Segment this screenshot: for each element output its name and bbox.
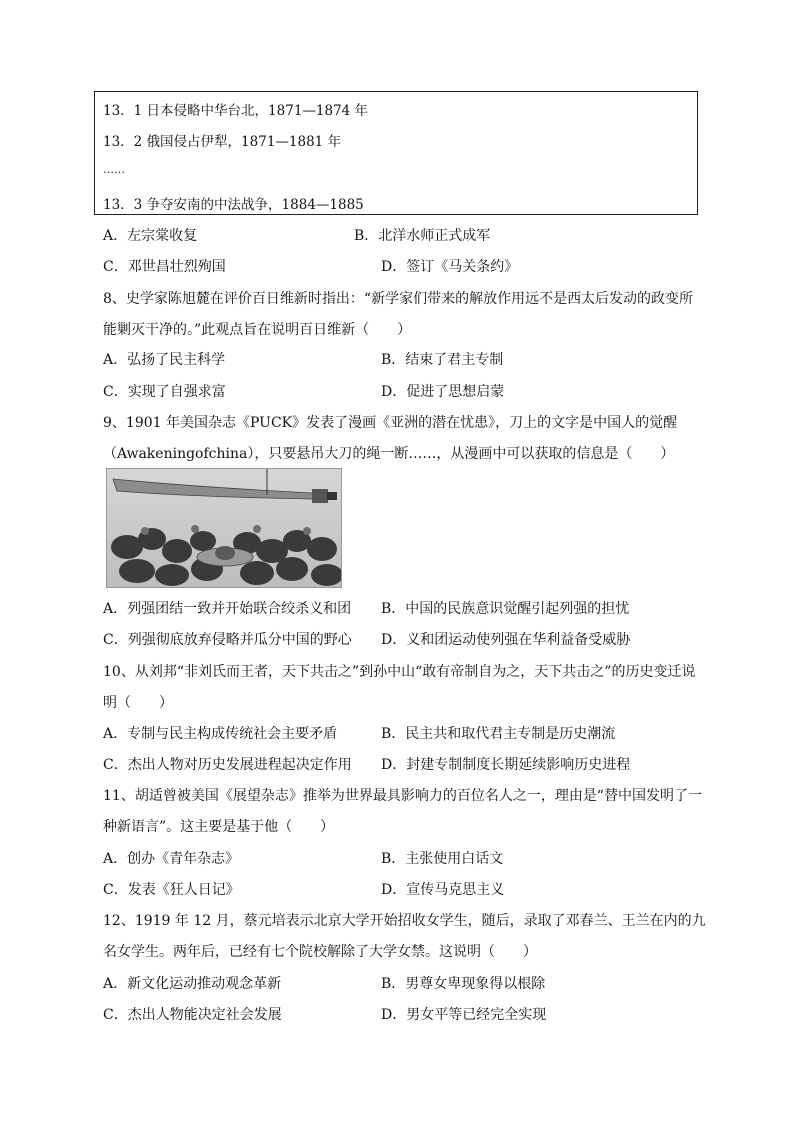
- q8-option-b[interactable]: B．结束了君主专制: [381, 352, 504, 368]
- timeline-ellipsis: ……: [103, 163, 125, 176]
- q8-option-a[interactable]: A．弘扬了民主科学: [103, 352, 226, 368]
- q11-stem-line-1: 11、胡适曾被美国《展望杂志》推举为世界最具影响力的百位名人之一，理由是“替中国发明了一: [103, 788, 702, 804]
- q7-option-b[interactable]: B．北洋水师正式成军: [354, 228, 491, 244]
- q10-option-c[interactable]: C．杰出人物对历史发展进程起决定作用: [103, 757, 352, 773]
- q12-stem-line-1: 12、1919 年 12 月，蔡元培表示北京大学开始招收女学生，随后，录取了邓春兰、王兰在内的九: [103, 913, 706, 929]
- q10-stem-line-2: 明（ ）: [103, 695, 173, 711]
- q7-option-d[interactable]: D．签订《马关条约》: [381, 259, 519, 275]
- q10-option-b[interactable]: B．民主共和取代君主专制是历史潮流: [381, 726, 616, 742]
- q11-option-a[interactable]: A．创办《青年杂志》: [103, 851, 240, 867]
- q8-option-c[interactable]: C．实现了自强求富: [103, 384, 226, 400]
- q8-stem-line-1: 8、史学家陈旭麓在评价百日维新时指出：“新学家们带来的解放作用远不是西太后发动的政变所: [103, 291, 694, 307]
- q8-option-d[interactable]: D．促进了思想启蒙: [381, 384, 505, 400]
- q11-option-c[interactable]: C．发表《狂人日记》: [103, 882, 240, 898]
- timeline-box: [94, 91, 698, 215]
- q12-stem-line-2: 名女学生。两年后，已经有七个院校解除了大学女禁。这说明（ ）: [103, 944, 537, 960]
- q8-stem-line-2: 能剿灭干净的。”此观点旨在说明百日维新（ ）: [103, 322, 412, 338]
- q10-option-d[interactable]: D．封建专制制度长期延续影响历史进程: [381, 757, 631, 773]
- q9-stem-line-2: （Awakeningofchina），只要悬吊大刀的绳一断……，从漫画中可以获取的信息是（ ）: [103, 446, 675, 462]
- q9-option-d[interactable]: D．义和团运动使列强在华利益备受威胁: [381, 632, 631, 648]
- q12-option-c[interactable]: C．杰出人物能决定社会发展: [103, 1007, 282, 1023]
- cartoon-image: [106, 468, 342, 588]
- timeline-line-2: 13．2 俄国侵占伊犁，1871—1881 年: [103, 134, 342, 150]
- q10-stem-line-1: 10、从刘邦“非刘氏而王者，天下共击之”到孙中山“敢有帝制自为之，天下共击之”的历史变迁说: [103, 664, 696, 680]
- timeline-line-3: 13．3 争夺安南的中法战争，1884—1885: [103, 197, 364, 213]
- q9-option-b[interactable]: B．中国的民族意识觉醒引起列强的担忧: [381, 601, 630, 617]
- q12-option-a[interactable]: A．新文化运动推动观念革新: [103, 976, 282, 992]
- timeline-line-1: 13．1 日本侵略中华台北，1871—1874 年: [103, 103, 369, 119]
- q11-stem-line-2: 种新语言”。这主要是基于他（ ）: [103, 819, 335, 835]
- q11-option-d[interactable]: D．宣传马克思主义: [381, 882, 505, 898]
- q10-option-a[interactable]: A．专制与民主构成传统社会主要矛盾: [103, 726, 338, 742]
- q12-option-d[interactable]: D．男女平等已经完全实现: [381, 1007, 547, 1023]
- q9-option-a[interactable]: A．列强团结一致并开始联合绞杀义和团: [103, 601, 352, 617]
- q12-option-b[interactable]: B．男尊女卑现象得以根除: [381, 976, 546, 992]
- q9-stem-line-1: 9、1901 年美国杂志《PUCK》发表了漫画《亚洲的潜在忧患》，刀上的文字是中国人的觉醒: [103, 415, 678, 431]
- q7-option-a[interactable]: A．左宗棠收复: [103, 228, 198, 244]
- q7-option-c[interactable]: C．邓世昌壮烈殉国: [103, 259, 226, 275]
- q9-option-c[interactable]: C．列强彻底放弃侵略并瓜分中国的野心: [103, 632, 352, 648]
- cartoon-drawing: [107, 469, 342, 588]
- q11-option-b[interactable]: B．主张使用白话文: [381, 851, 504, 867]
